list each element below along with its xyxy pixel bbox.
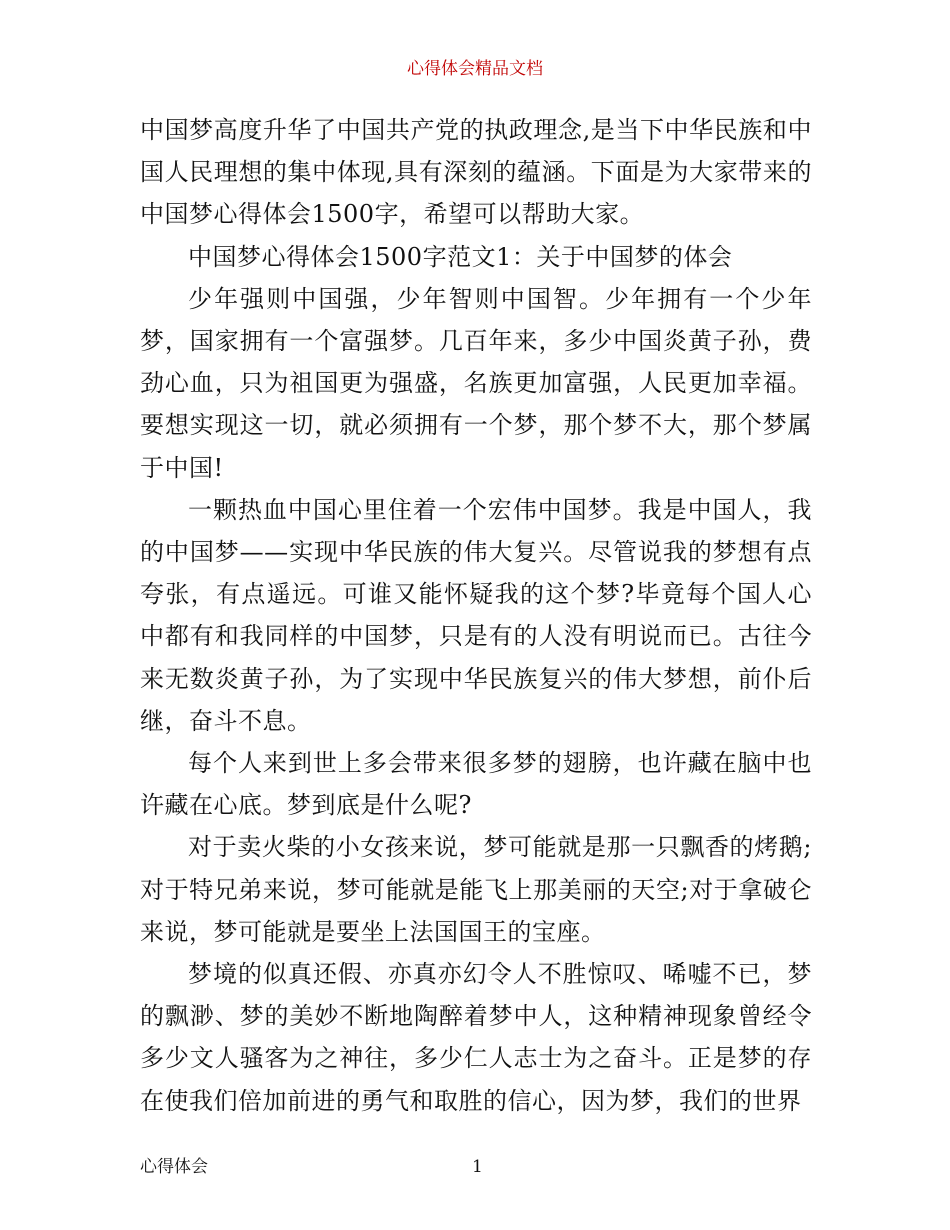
page-footer: [140, 1156, 812, 1178]
page-number: 1: [472, 1157, 483, 1177]
paragraph: 梦境的似真还假、亦真亦幻令人不胜惊叹、唏嘘不已，梦的飘渺、梦的美妙不断地陶醉着梦中人，这种精神现象曾经令多少文人骚客为之神往，多少仁人志士为之奋斗。正是梦的存在使我们倍加前进的勇气和取胜的信心，因为梦，我们的世界: [140, 960, 812, 1115]
paragraph: 少年强则中国强，少年智则中国智。少年拥有一个少年梦，国家拥有一个富强梦。几百年来，多少中国炎黄子孙，费劲心血，只为祖国更为强盛，名族更加富强，人民更加幸福。要想实现这一切，就必须拥有一个梦，那个梦不大，那个梦属于中国!: [140, 284, 812, 482]
paragraph: 一颗热血中国心里住着一个宏伟中国梦。我是中国人，我的中国梦——实现中华民族的伟大复兴。尽管说我的梦想有点夸张，有点遥远。可谁又能怀疑我的这个梦?毕竟每个国人心中都有和我同样的中国梦，只是有的人没有明说而已。古往今来无数炎黄子孙，为了实现中华民族复兴的伟大梦想，前仆后继，奋斗不息。: [140, 495, 812, 735]
page-header: 心得体会精品文档: [407, 59, 543, 79]
footer-label: 心得体会: [140, 1157, 208, 1177]
paragraph: 对于卖火柴的小女孩来说，梦可能就是那一只飘香的烤鹅;对于特兄弟来说，梦可能就是能飞上那美丽的天空;对于拿破仑来说，梦可能就是要坐上法国国王的宝座。: [140, 833, 812, 946]
paragraph: 每个人来到世上多会带来很多梦的翅膀，也许藏在脑中也许藏在心底。梦到底是什么呢?: [140, 749, 812, 820]
section-heading: 中国梦心得体会1500字范文1：关于中国梦的体会: [188, 242, 733, 271]
paragraph-intro: 中国梦高度升华了中国共产党的执政理念,是当下中华民族和中国人民理想的集中体现,具有深刻的蕴涵。下面是为大家带来的中国梦心得体会1500字，希望可以帮助大家。: [140, 116, 812, 229]
document-body: [140, 109, 812, 1122]
